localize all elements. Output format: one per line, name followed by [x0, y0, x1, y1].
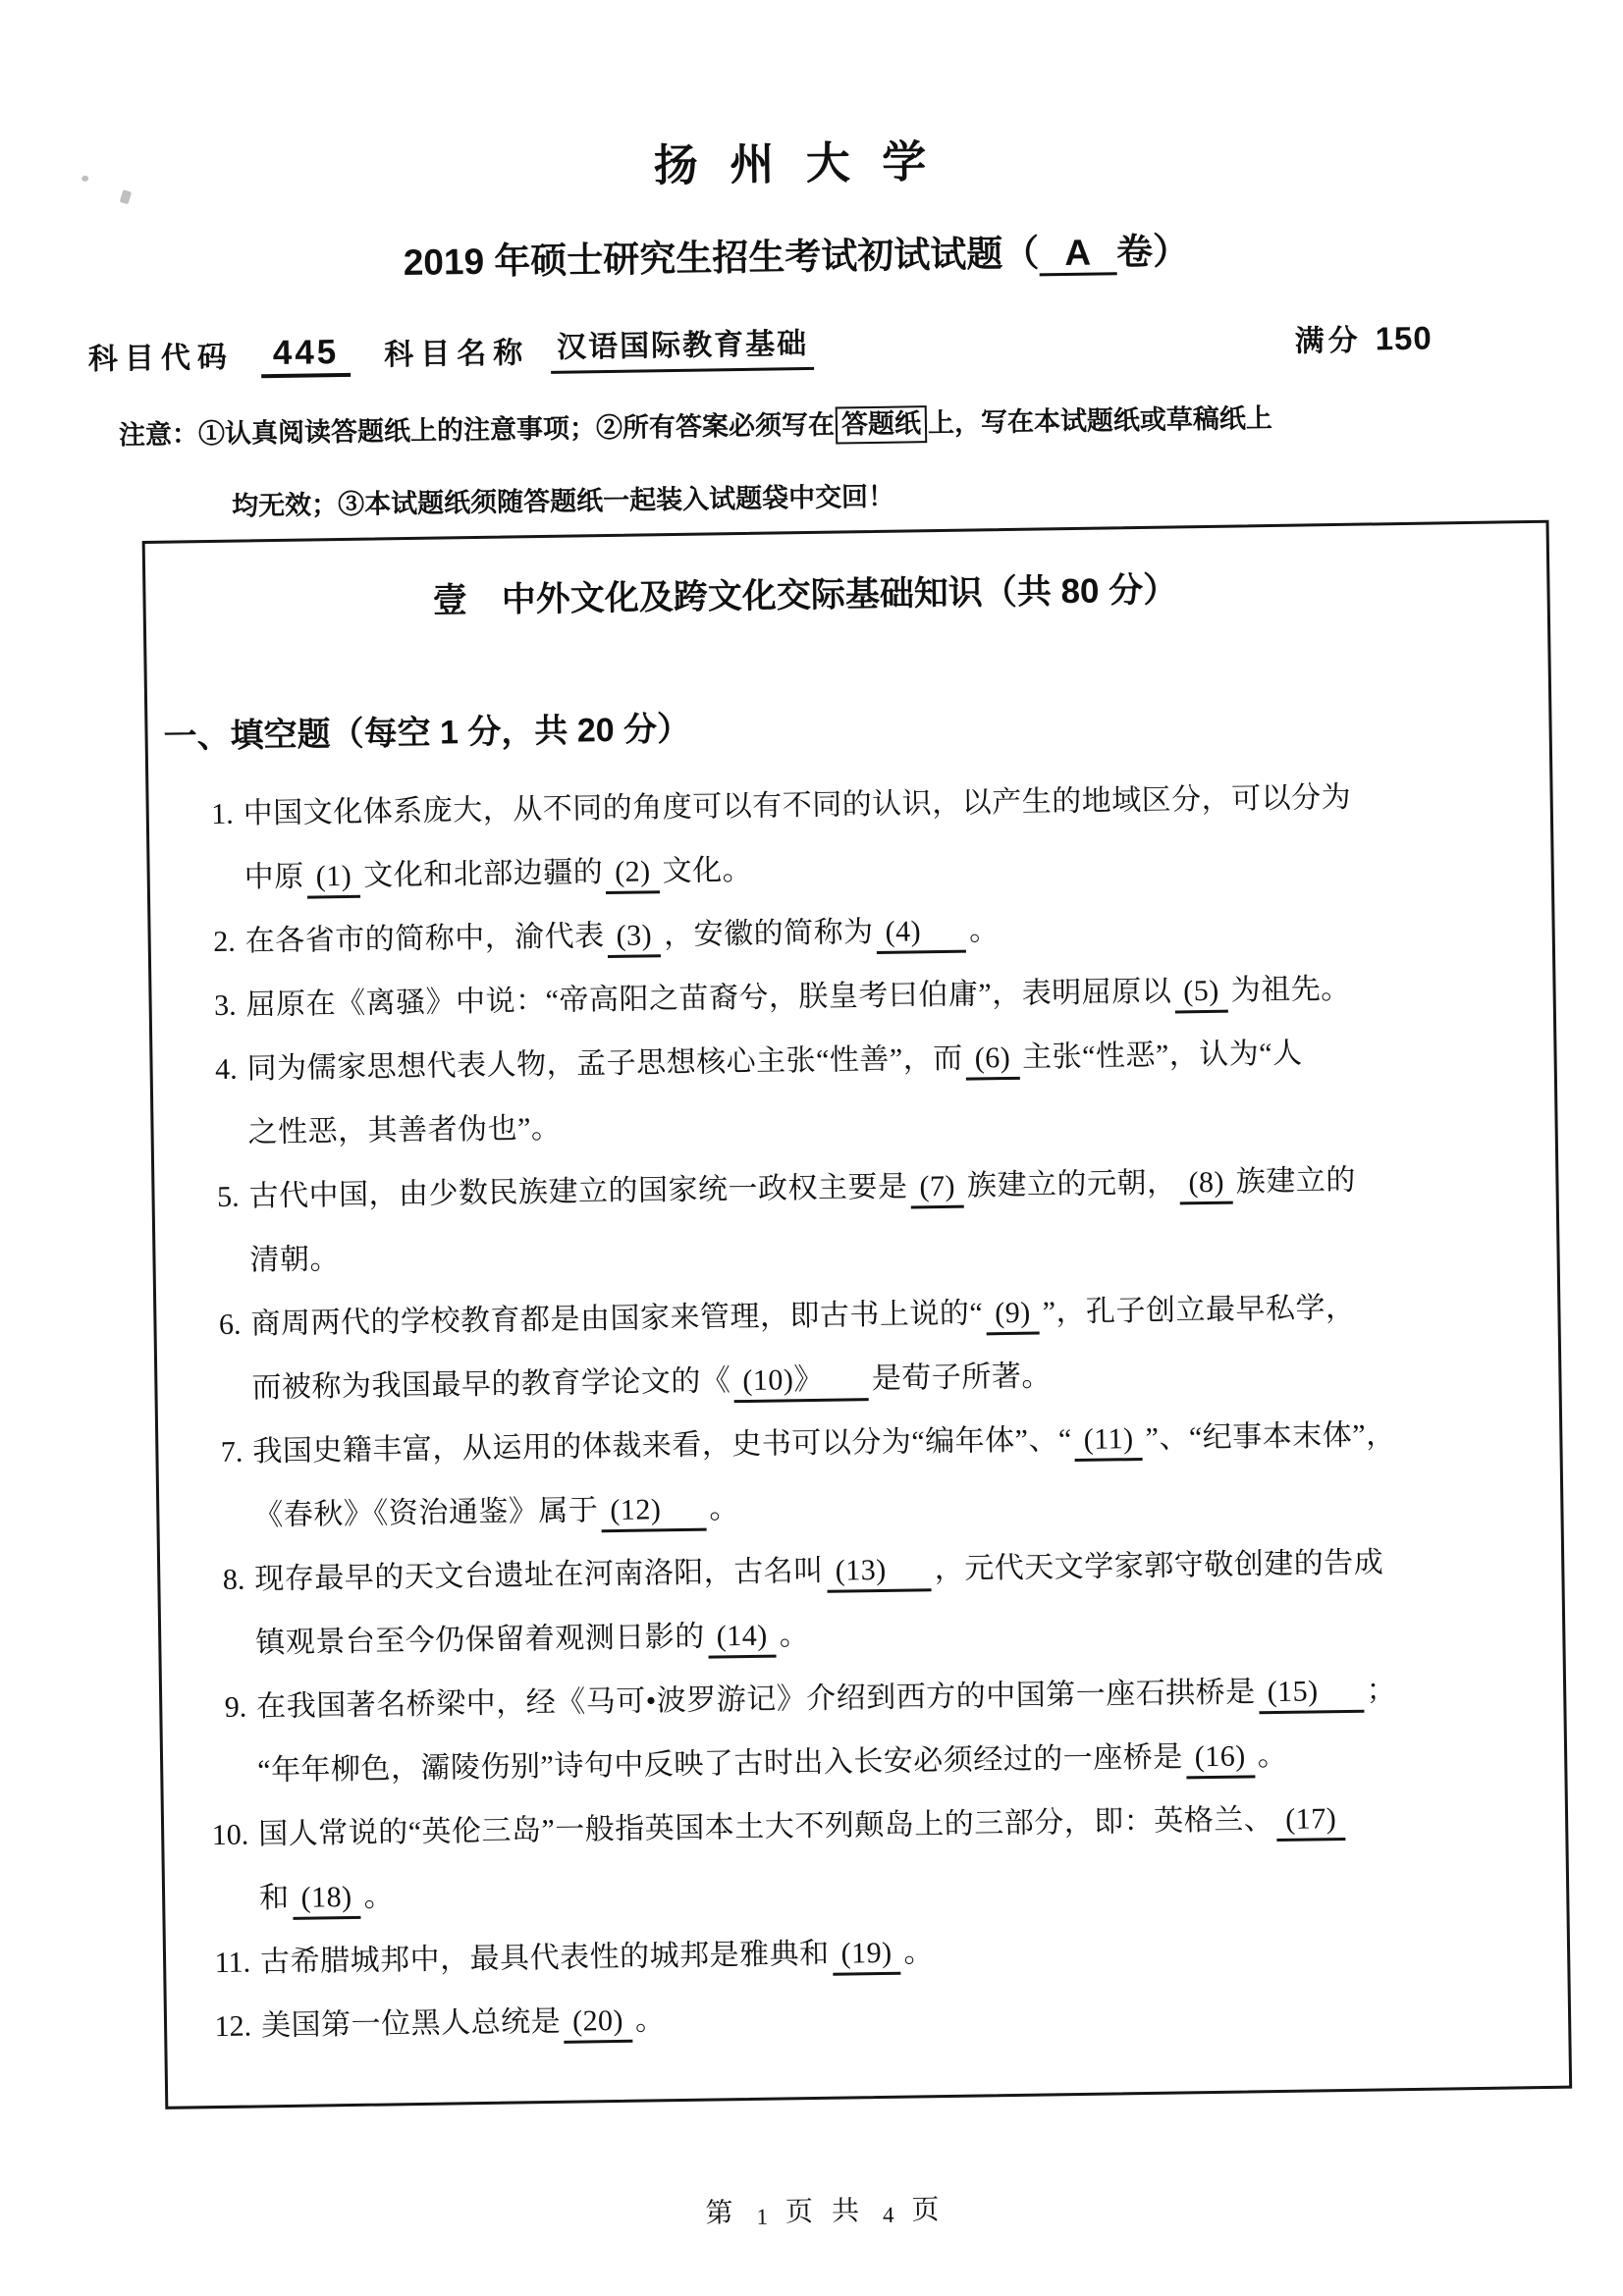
question-segment: 屈原在《离骚》中说：“帝高阳之苗裔兮，朕皇考曰伯庸”，表明屈原以	[245, 975, 1172, 1022]
question-segment: 古希腊城邦中，最具代表性的城邦是雅典和	[259, 1937, 830, 1979]
question-row	[199, 1273, 1532, 1420]
question-segment: 镇观景台至今仍保留着观测日影的	[255, 1620, 706, 1660]
question-segment: ，安徽的简称为	[663, 916, 874, 952]
footer-suffix: 页	[911, 2195, 946, 2226]
question-text	[243, 763, 1524, 909]
subject-code-value: 445	[261, 332, 352, 378]
blank-underline: (20)	[564, 2002, 633, 2044]
answer-sheet-boxed-term: 答题纸	[836, 405, 928, 444]
question-segment: 清朝。	[249, 1243, 341, 1277]
question-text	[256, 1656, 1538, 1802]
question-segment: 主张“性恶”，认为“人	[1021, 1037, 1303, 1074]
question-row	[195, 1018, 1528, 1165]
blank-underline: (11)	[1075, 1420, 1143, 1462]
question-segment: 而被称为我国最早的教育学论文的《	[251, 1364, 731, 1405]
blank-underline: (4)	[876, 913, 966, 954]
footer-middle: 页 共	[784, 2196, 866, 2228]
blank-underline: (19)	[832, 1935, 901, 1976]
question-segment: 。	[1257, 1738, 1288, 1773]
scanned-exam-page	[0, 128, 1623, 2296]
question-text	[248, 1146, 1530, 1292]
question-segment: 。	[709, 1492, 740, 1525]
page-footer	[14, 2178, 1623, 2242]
blank-underline: (13)	[827, 1551, 933, 1593]
question-row	[207, 1784, 1540, 1931]
question-number: 11.	[214, 1946, 251, 1980]
question-number: 12.	[214, 2009, 252, 2044]
notice-text-2: 上，写在本试题纸或草稿纸上	[927, 402, 1273, 439]
question-row	[201, 1401, 1534, 1548]
subject-name-value: 汉语国际教育基础	[551, 324, 815, 374]
question-segment: 为祖先。	[1230, 972, 1351, 1007]
question-number: 10.	[211, 1818, 249, 1852]
question-row	[197, 1146, 1530, 1293]
question-text	[252, 1401, 1534, 1547]
exam-subtitle-suffix: 卷）	[1115, 231, 1190, 273]
question-frame	[142, 520, 1573, 2109]
blank-underline: (10)》	[733, 1361, 869, 1403]
question-segment: 《春秋》《资治通鉴》属于	[253, 1494, 599, 1532]
question-segment: 文化。	[662, 853, 753, 888]
subject-meta-row	[0, 312, 1609, 383]
full-score	[1294, 318, 1433, 363]
subsection-title: 一、填空题（每空 1 分，共 20 分）	[163, 710, 691, 756]
question-text	[254, 1528, 1536, 1675]
question-segment: 之性恶，其善者伪也”。	[247, 1111, 562, 1149]
blank-underline: (2)	[606, 853, 660, 894]
exam-subtitle-prefix: 2019 年硕士研究生招生考试初试试题（	[403, 233, 1040, 284]
question-number: 1.	[211, 797, 235, 831]
blank-underline: (7)	[910, 1168, 964, 1209]
question-segment: 。	[634, 2003, 666, 2037]
question-segment: “年年柳色，灞陵伤别”诗句中反映了古时出入长安必须经过的一座桥是	[256, 1740, 1184, 1788]
subject-name-label: 科目名称	[384, 337, 530, 372]
question-segment: 同为儒家思想代表人物，孟子思想核心主张“性善”，而	[246, 1041, 963, 1086]
blank-underline: (12)	[601, 1491, 707, 1533]
question-segment: ”、“纪事本末体”，	[1145, 1418, 1396, 1455]
university-title: 扬 州 大 学	[653, 135, 937, 191]
section-title: 壹 中外文化及跨文化交际基础知识（共 80 分）	[432, 570, 1178, 620]
scan-artifact	[81, 176, 88, 182]
question-segment: 是荀子所著。	[871, 1360, 1053, 1396]
question-text	[250, 1273, 1532, 1419]
scan-artifact	[120, 189, 132, 204]
full-score-value: 150	[1375, 319, 1433, 357]
blank-underline: (9)	[986, 1295, 1040, 1336]
question-row	[203, 1528, 1536, 1676]
blank-underline: (15)	[1258, 1673, 1364, 1715]
question-segment: ”，孔子创立最早私学，	[1042, 1291, 1356, 1329]
blank-underline: (18)	[292, 1879, 361, 1920]
question-segment: 文化和北部边疆的	[362, 856, 604, 892]
footer-total-pages: 4	[882, 2202, 894, 2228]
question-list	[191, 763, 1541, 2058]
question-segment: 。	[968, 914, 1000, 947]
blank-underline: (3)	[607, 917, 661, 958]
blank-underline: (1)	[306, 858, 360, 899]
question-number: 3.	[213, 988, 237, 1022]
question-segment: 中国文化体系庞大，从不同的角度可以有不同的认识，以产生的地域区分，可以分为	[243, 780, 1352, 830]
blank-underline: (16)	[1185, 1737, 1255, 1779]
question-number: 7.	[220, 1435, 243, 1468]
question-number: 4.	[214, 1052, 238, 1086]
notice-label: 注意：	[118, 419, 199, 451]
notice-line-2: 均无效；③本试题纸须随答题纸一起装入试题袋中交回！	[231, 481, 895, 521]
blank-underline: (6)	[965, 1040, 1019, 1081]
subject-code-label: 科目代码	[87, 341, 235, 376]
exam-notice	[0, 394, 1611, 530]
question-segment: 。	[779, 1619, 810, 1652]
question-segment: 。	[363, 1880, 395, 1913]
notice-text-1: ①认真阅读答题纸上的注意事项；②所有答案必须写在	[197, 409, 836, 450]
blank-underline: (14)	[707, 1618, 777, 1659]
footer-page-number: 1	[756, 2204, 769, 2229]
question-number: 9.	[224, 1690, 247, 1724]
question-segment: ；	[1366, 1674, 1397, 1707]
question-segment: 和	[258, 1881, 290, 1915]
blank-underline: (5)	[1174, 973, 1228, 1014]
question-number: 5.	[216, 1180, 240, 1213]
question-segment: 我国史籍丰富，从运用的体裁来看，史书可以分为“编年体”、“	[252, 1423, 1073, 1468]
question-segment: 古代中国，由少数民族建立的国家统一政权主要是	[248, 1170, 908, 1213]
question-text	[246, 1018, 1528, 1164]
question-number: 2.	[212, 925, 236, 958]
question-segment: 族建立的元朝，	[966, 1166, 1177, 1202]
paper-letter-blank: A	[1039, 233, 1116, 276]
exam-subtitle	[0, 222, 1608, 294]
question-row	[191, 763, 1524, 910]
question-text	[258, 1784, 1540, 1930]
question-number: 8.	[222, 1563, 245, 1596]
question-segment: 美国第一位黑人总统是	[260, 2004, 562, 2043]
question-segment: 族建立的	[1235, 1163, 1357, 1199]
blank-underline: (17)	[1276, 1800, 1346, 1842]
question-row	[205, 1656, 1538, 1803]
full-score-label: 满分	[1294, 324, 1362, 358]
question-number: 6.	[218, 1308, 242, 1341]
notice-line-1	[119, 394, 1610, 455]
question-segment: 在我国著名桥梁中，经《马可•波罗游记》介绍到西方的中国第一座石拱桥是	[256, 1676, 1256, 1724]
blank-underline: (8)	[1179, 1164, 1233, 1205]
question-segment: 现存最早的天文台遗址在河南洛阳，古名叫	[254, 1554, 825, 1596]
question-segment: 国人常说的“英伦三岛”一般指英国本土大不列颠岛上的三部分，即：英格兰、	[257, 1803, 1274, 1851]
question-segment: 。	[903, 1936, 935, 1969]
question-segment: 在各省市的简称中，渝代表	[244, 920, 605, 958]
question-segment: ，元代天文学家郭守敬创建的告成	[934, 1546, 1384, 1586]
question-segment: 商周两代的学校教育都是由国家来管理，即古书上说的“	[250, 1297, 984, 1341]
footer-prefix: 第	[705, 2198, 739, 2229]
question-segment: 中原	[243, 860, 304, 894]
